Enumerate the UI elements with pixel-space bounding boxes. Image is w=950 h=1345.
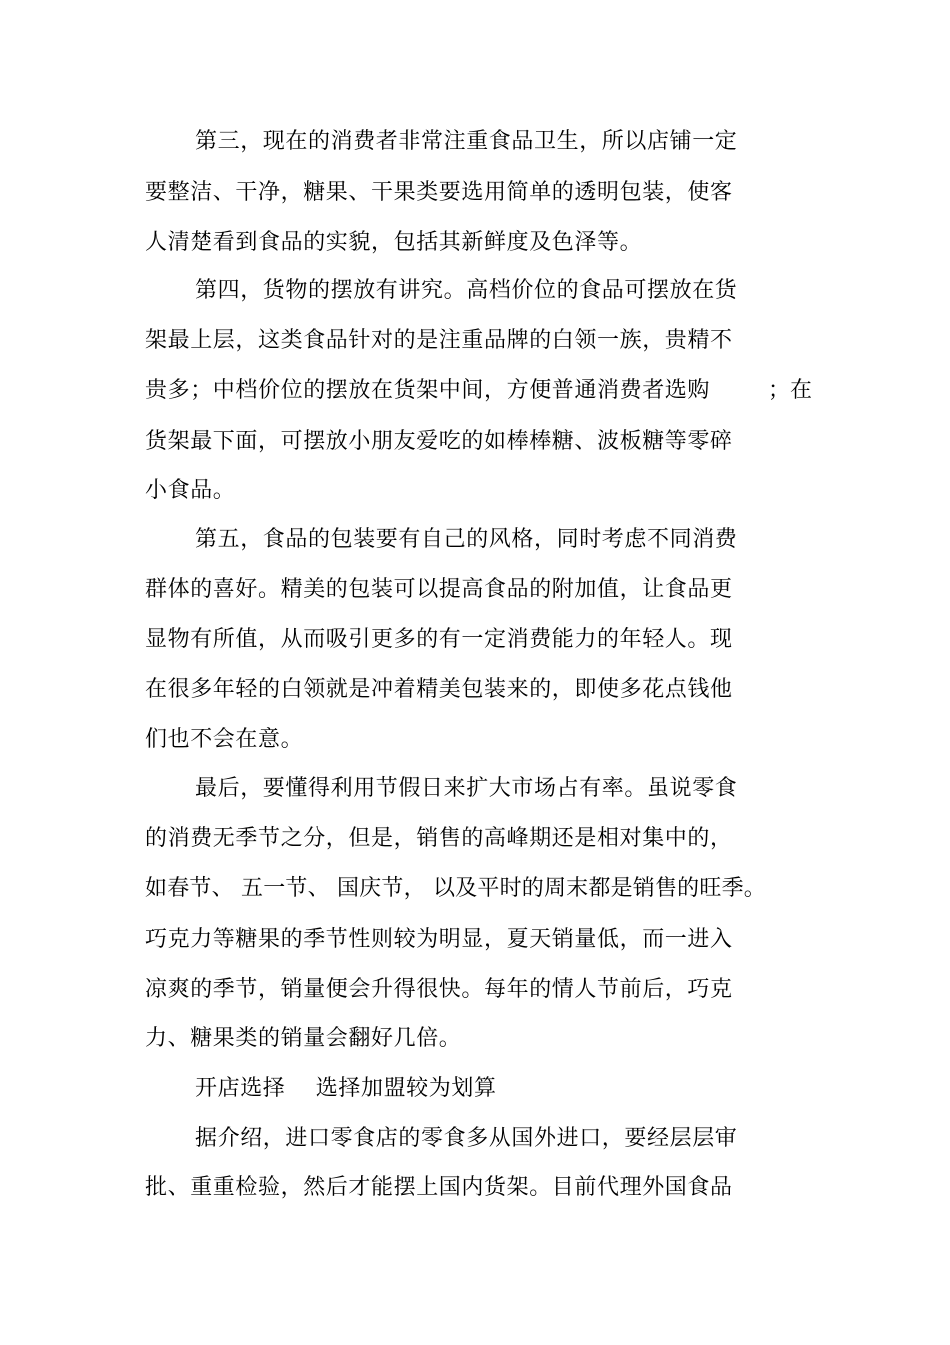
paragraph-2-line-1: 第四，货物的摆放有讲究。高档价位的食品可摆放在货 bbox=[195, 278, 738, 303]
paragraph-4-line-5: 凉爽的季节，销量便会升得很快。每年的情人节前后，巧克 bbox=[145, 977, 733, 1002]
paragraph-3-line-5: 们也不会在意。 bbox=[145, 727, 304, 752]
paragraph-4-line-3: 如春节、 五一节、 国庆节， 以及平时的周末都是销售的旺季。 bbox=[145, 876, 766, 901]
section-heading: 开店选择 选择加盟较为划算 bbox=[195, 1076, 497, 1101]
paragraph-3-line-1: 第五，食品的包装要有自己的风格，同时考虑不同消费 bbox=[195, 527, 738, 552]
paragraph-4-line-4: 巧克力等糖果的季节性则较为明显，夏天销量低，而一进入 bbox=[145, 927, 733, 952]
paragraph-3-line-4: 在很多年轻的白领就是冲着精美包装来的，即使多花点钱他 bbox=[145, 677, 733, 702]
paragraph-1-line-3: 人清楚看到食品的实貌，包括其新鲜度及色泽等。 bbox=[145, 230, 643, 255]
paragraph-2-line-3-tail: ；在 bbox=[768, 378, 813, 403]
paragraph-1-line-2: 要整洁、干净，糖果、干果类要选用简单的透明包装，使客 bbox=[145, 180, 733, 205]
paragraph-2-line-3: 贵多；中档价位的摆放在货架中间，方便普通消费者选购 bbox=[145, 378, 711, 403]
paragraph-2-line-4: 货架最下面，可摆放小朋友爱吃的如棒棒糖、波板糖等零碎 bbox=[145, 429, 733, 454]
paragraph-3-line-3: 显物有所值，从而吸引更多的有一定消费能力的年轻人。现 bbox=[145, 627, 733, 652]
paragraph-1-line-1: 第三，现在的消费者非常注重食品卫生，所以店铺一定 bbox=[195, 129, 738, 154]
paragraph-6-line-2: 批、重重检验，然后才能摆上国内货架。目前代理外国食品 bbox=[145, 1175, 733, 1200]
paragraph-3-line-2: 群体的喜好。精美的包装可以提高食品的附加值，让食品更 bbox=[145, 577, 733, 602]
paragraph-4-line-2: 的消费无季节之分，但是，销售的高峰期还是相对集中的， bbox=[145, 826, 733, 851]
paragraph-2-line-2: 架最上层，这类食品针对的是注重品牌的白领一族，贵精不 bbox=[145, 328, 733, 353]
paragraph-6-line-1: 据介绍，进口零食店的零食多从国外进口，要经层层审 bbox=[195, 1126, 738, 1151]
paragraph-4-line-1: 最后，要懂得利用节假日来扩大市场占有率。虽说零食 bbox=[195, 776, 738, 801]
paragraph-2-line-5: 小食品。 bbox=[145, 478, 236, 503]
paragraph-4-line-6: 力、糖果类的销量会翻好几倍。 bbox=[145, 1026, 462, 1051]
